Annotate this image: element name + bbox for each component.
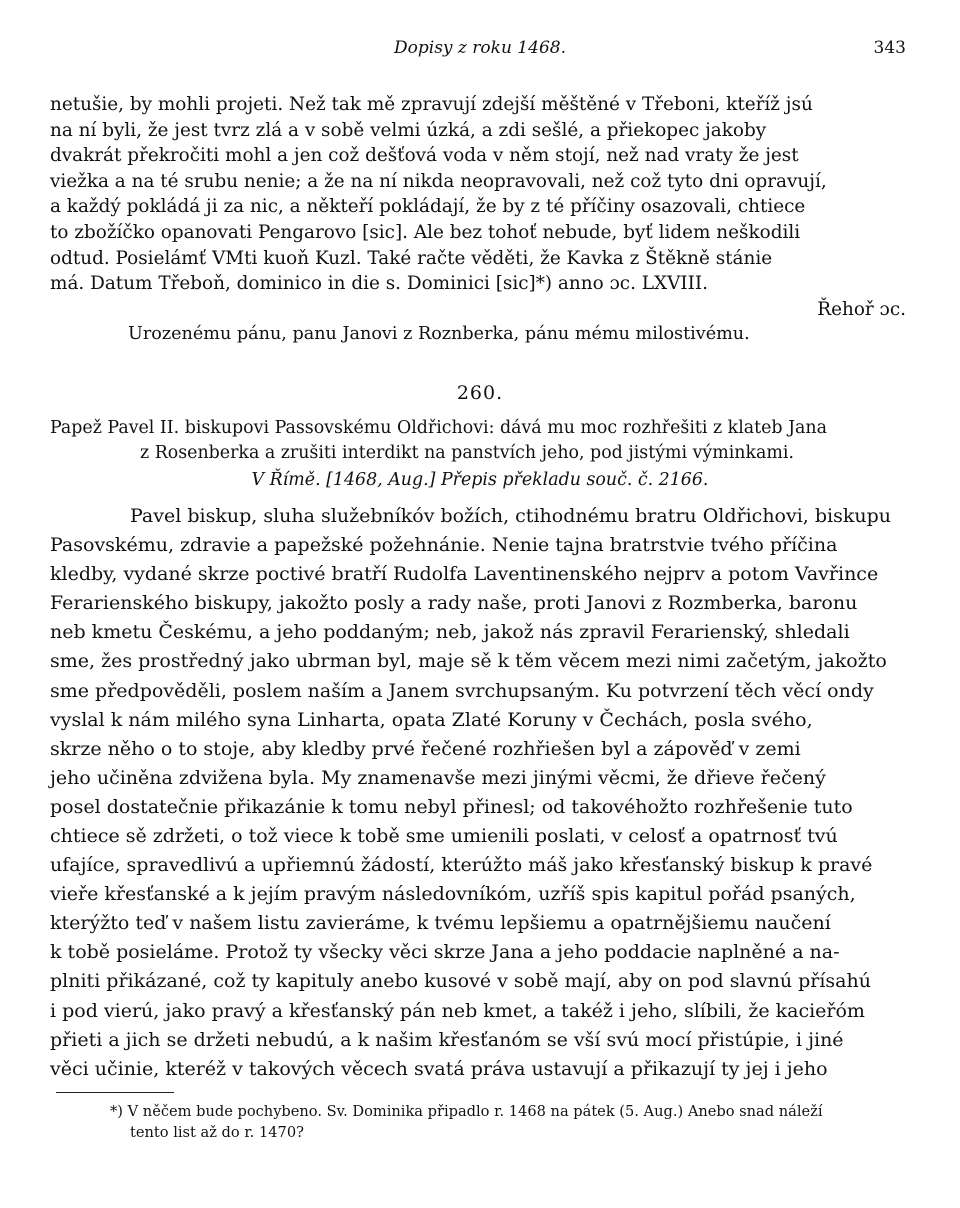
body-line: posel dostatečnie přikazánie k tomu nebyl přinesl; od takovéhožto rozhřešenie tuto <box>50 795 853 818</box>
signature: Řehoř ɔc. <box>817 298 906 320</box>
previous-letter-continuation <box>50 92 910 348</box>
body-line: sme, žes prostředný jako ubrman byl, maje sě k těm věcem mezi nimi začetým, jakožto <box>50 650 887 673</box>
body-line: i pod vierú, jako pravý a křesťanský pán neb kmet, a takéž i jeho, slíbili, že kacieřóm <box>50 999 865 1022</box>
body-line: sme předpověděli, poslem naším a Janem svrchupsaným. Ku potvrzení těch věcí ondy <box>50 679 874 702</box>
body-line: Ferarienského biskupy, jakožto posly a rady naše, proti Janovi z Rozmberka, baronu <box>50 592 858 615</box>
body-line: vieře křesťanské a k jejím pravým následovníkóm, uzříš spis kapitul pořád psaných, <box>50 883 856 906</box>
body-line: skrze něho o to stoje, aby kledby prvé řečené rozhřiešen byl a zápověď v zemi <box>50 737 801 760</box>
body-line: kledby, vydané skrze poctivé bratří Rudolfa Laventinenského nejprv a potom Vavřince <box>50 563 879 586</box>
body-line: chtiece sě zdržeti, o tož viece k tobě sme umienili poslati, v celosť a opatrnosť tvú <box>50 824 838 847</box>
body-line: Pavel biskup, sluha služebníkóv božích, ctihodnému bratru Oldřichovi, biskupu <box>130 504 892 527</box>
body-line: plniti přikázané, což ty kapituly anebo kusové v sobě mají, aby on pod slavnú přísahú <box>50 970 871 993</box>
body-line: k tobě posieláme. Protož ty všecky věci skrze Jana a jeho poddacie naplněné a na- <box>50 941 840 964</box>
footnote-divider <box>56 1092 174 1093</box>
document-body <box>50 502 910 1084</box>
letter-line: odtud. Posielámť VMti kuoň Kuzl. Také račte věděti, že Kavka z Štěkně stánie <box>50 247 773 269</box>
letter-line: netušie, by mohli projeti. Než tak mě zpravují zdejší měštěné v Třeboni, kteříž jsú <box>50 94 813 115</box>
body-line: jeho učiněna zdvižena byla. My znamenavše mezi jinými věcmi, že dřieve řečený <box>50 766 826 789</box>
letter-line: má. Datum Třeboň, dominico in die s. Dominici [sic]*) anno ɔc. LXVIII. <box>50 273 709 295</box>
address-line: Urozenému pánu, panu Janovi z Roznberka, pánu mému milostivému. <box>128 324 750 345</box>
document-number: 260. <box>456 381 504 404</box>
letter-line: to zbožíčko opanovati Pengarovo [sic]. Ale bez tohoť nebude, byť lidem neškodili <box>50 221 801 243</box>
footnote <box>50 1101 910 1143</box>
running-head <box>50 36 910 62</box>
dating-line: V Římě. [1468, Aug.] Přepis překladu souč. č. 2166. <box>251 469 709 490</box>
letter-line: viežka a na té srubu nenie; a že na ní nikda neopravovali, než což tyto dni opravují, <box>50 170 827 192</box>
book-page <box>50 36 910 1143</box>
letter-line: na ní byli, že jest tvrz zlá a v sobě velmi úzká, a zdi sešlé, a přiekopec jakoby <box>50 119 767 141</box>
regest <box>50 416 910 466</box>
regest-line: z Rosenberka a zrušiti interdikt na panstvích jeho, pod jistými výminkami. <box>140 442 794 463</box>
body-line: věci učinie, kteréž v takových věcech svatá práva ustavují a přikazují ty jej i jeho <box>50 1057 828 1080</box>
footnote-line: tento list až do r. 1470? <box>130 1123 304 1141</box>
footnote-line: *) V něčem bude pochybeno. Sv. Dominika připadlo r. 1468 na pátek (5. Aug.) Anebo snad náleží <box>110 1102 823 1120</box>
body-line: vyslal k nám milého syna Linharta, opata Zlaté Koruny v Čechách, posla svého, <box>50 708 813 731</box>
running-title: Dopisy z roku 1468. <box>394 38 566 58</box>
body-line: Pasovskému, zdravie a papežské požehnánie. Nenie tajna bratrstvie tvého příčina <box>50 534 838 557</box>
letter-line: a každý pokládá ji za nic, a někteří pokládají, že by z té příčiny osazovali, chtiece <box>50 196 806 218</box>
body-line: ufajíce, spravedlivú a upřiemnú žádostí, kterúžto máš jako křesťanský biskup k pravé <box>50 854 873 877</box>
page-number: 343 <box>873 38 906 58</box>
body-line: kterýžto teď v našem listu zavieráme, k tvému lepšiemu a opatrnějšiemu naučení <box>50 912 831 935</box>
letter-line: dvakrát překročiti mohl a jen což dešťová voda v něm stojí, než nad vraty že jest <box>50 145 799 167</box>
regest-line: Papež Pavel II. biskupovi Passovskému Oldřichovi: dává mu moc rozhřešiti z klateb Jana <box>50 417 827 438</box>
body-line: neb kmetu Českému, a jeho poddaným; neb, jakož nás zpravil Ferarienský, shledali <box>50 621 850 644</box>
body-line: přieti a jich se držeti nebudú, a k našim křesťanóm se vší svú mocí přistúpie, i jiné <box>50 1028 844 1051</box>
